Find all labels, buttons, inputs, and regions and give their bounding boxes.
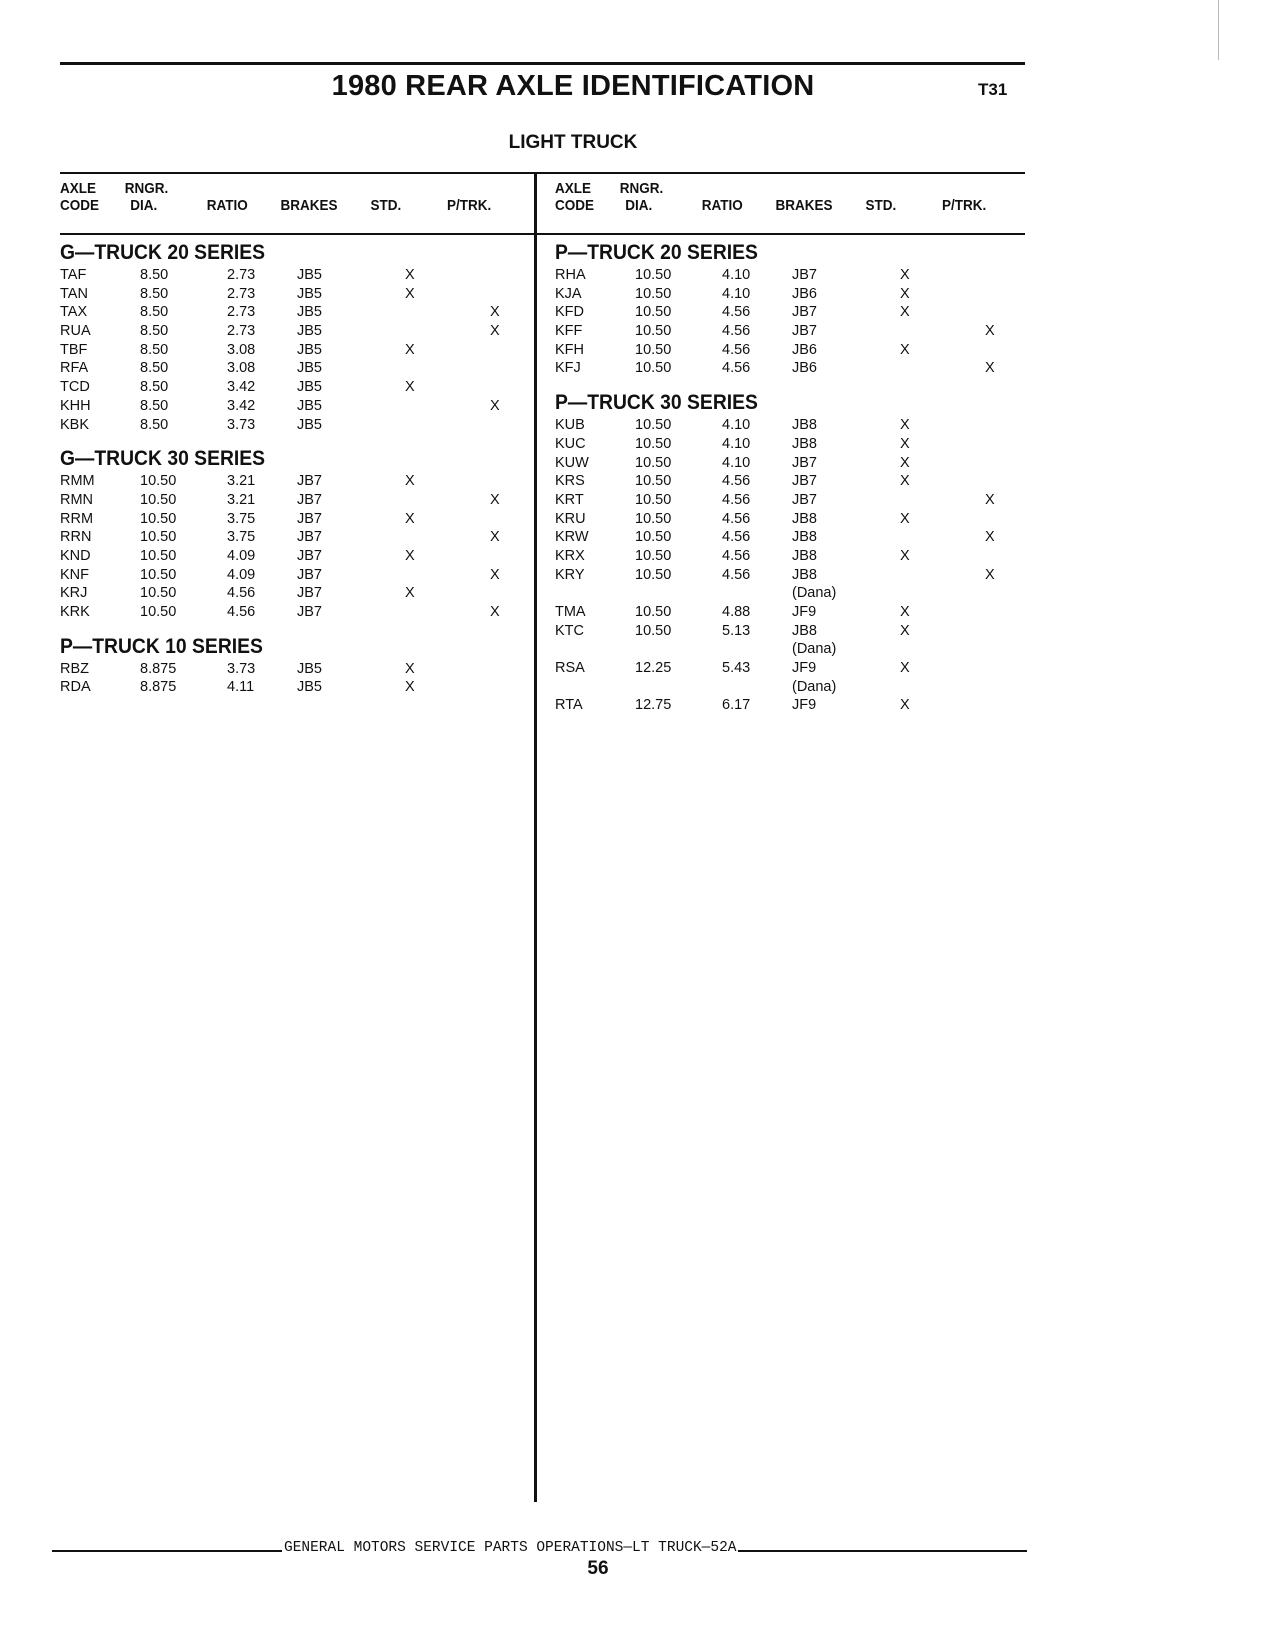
posi-trak-cell: X <box>490 397 500 414</box>
std-cell: X <box>405 679 415 696</box>
ring-gear-dia-cell: 10.50 <box>140 604 177 620</box>
axle-code-cell: KRU <box>555 510 586 527</box>
series-section <box>555 390 1025 715</box>
ring-gear-dia-cell: 8.50 <box>140 323 169 340</box>
table-row <box>555 603 1025 622</box>
ring-gear-dia-cell: 8.875 <box>140 679 177 696</box>
table-row <box>60 397 530 416</box>
ring-gear-dia-cell: 10.50 <box>140 566 177 583</box>
brakes-cell: JB8 <box>792 510 817 527</box>
column-header <box>60 180 492 228</box>
ratio-cell: 3.75 <box>227 510 256 527</box>
ratio-cell: 3.08 <box>227 360 256 377</box>
header-ratio: RATIO <box>206 197 248 214</box>
header-code: CODE <box>555 197 595 214</box>
column-header <box>555 180 987 228</box>
ring-gear-dia-cell: 12.75 <box>635 697 672 714</box>
axle-code-cell: TAN <box>60 285 88 302</box>
ring-gear-dia-cell: 10.50 <box>635 604 672 620</box>
ring-gear-dia-cell: 10.50 <box>635 435 672 452</box>
brakes-cell: JB7 <box>297 491 322 508</box>
ratio-cell: 2.73 <box>227 267 256 283</box>
std-cell: X <box>900 547 910 564</box>
ring-gear-dia-cell: 8.50 <box>140 304 169 321</box>
table-row <box>555 341 1025 360</box>
brakes-cell: JB7 <box>792 454 817 471</box>
ring-gear-dia-cell: 10.50 <box>635 473 672 490</box>
table-row <box>555 322 1025 341</box>
table-row <box>555 696 1025 715</box>
std-cell: X <box>900 473 910 490</box>
axle-code-cell: TBF <box>60 341 88 358</box>
header-rngr: RNGR. <box>124 180 169 197</box>
ring-gear-dia-cell: 10.50 <box>635 360 672 377</box>
ratio-cell: 3.21 <box>227 491 256 508</box>
brakes-cell: JB5 <box>297 323 322 340</box>
axle-code-cell: KUW <box>555 454 589 471</box>
brakes-cell: JB5 <box>297 285 322 302</box>
ring-gear-dia-cell: 8.50 <box>140 379 169 396</box>
std-cell: X <box>900 622 910 639</box>
axle-code-cell: KHH <box>60 397 91 414</box>
ratio-cell: 4.56 <box>722 323 751 340</box>
brakes-cell: JF9 <box>792 697 817 714</box>
footer <box>52 1540 1027 1560</box>
ring-gear-dia-cell: 8.50 <box>140 341 169 358</box>
brakes-note: (Dana) <box>792 678 837 695</box>
brakes-cell: JB5 <box>297 341 322 358</box>
axle-code-cell: RRM <box>60 510 94 527</box>
axle-code-cell: KRT <box>555 491 584 508</box>
brakes-cell: JB7 <box>792 473 817 490</box>
brakes-cell: JB5 <box>297 379 322 396</box>
left-column <box>60 180 530 697</box>
brakes-cell: JF9 <box>792 660 817 677</box>
header-rngr: RNGR. <box>619 180 664 197</box>
brakes-cell: JB8 <box>792 435 817 452</box>
ratio-cell: 4.10 <box>722 454 751 471</box>
posi-trak-cell: X <box>985 566 995 583</box>
ring-gear-dia-cell: 10.50 <box>635 566 672 583</box>
ring-gear-dia-cell: 10.50 <box>140 473 177 490</box>
brakes-note: (Dana) <box>792 641 837 658</box>
page-title: 1980 REAR AXLE IDENTIFICATION <box>331 70 815 102</box>
table-row <box>555 359 1025 378</box>
ratio-cell: 3.73 <box>227 416 256 433</box>
ring-gear-dia-cell: 8.50 <box>140 267 169 283</box>
ratio-cell: 4.56 <box>722 529 751 546</box>
std-cell: X <box>405 547 415 564</box>
header-ptrk: P/TRK. <box>942 197 987 214</box>
ring-gear-dia-cell: 10.50 <box>635 304 672 321</box>
ratio-cell: 4.11 <box>227 679 255 696</box>
std-cell: X <box>900 304 910 321</box>
table-row <box>555 491 1025 510</box>
std-cell: X <box>900 510 910 527</box>
brakes-cell: JB7 <box>297 585 322 602</box>
footer-text: GENERAL MOTORS SERVICE PARTS OPERATIONS—LT TRUCK—52A <box>284 1540 737 1556</box>
axle-code-cell: KND <box>60 547 91 564</box>
std-cell: X <box>900 417 910 434</box>
ratio-cell: 3.42 <box>227 397 256 414</box>
brakes-cell: JB8 <box>792 622 817 639</box>
page-subtitle: LIGHT TRUCK <box>508 132 638 153</box>
header-brakes: BRAKES <box>775 197 833 214</box>
table-row <box>555 547 1025 566</box>
std-cell: X <box>405 285 415 302</box>
brakes-cell: JB5 <box>297 304 322 321</box>
table-row <box>60 547 530 566</box>
posi-trak-cell: X <box>985 323 995 340</box>
ring-gear-dia-cell: 10.50 <box>635 510 672 527</box>
std-cell: X <box>900 660 910 677</box>
ratio-cell: 2.73 <box>227 285 256 302</box>
table-row <box>60 528 530 547</box>
top-rule <box>60 62 1025 65</box>
axle-code-cell: KUB <box>555 417 585 434</box>
brakes-cell: JB5 <box>297 360 322 377</box>
ratio-cell: 4.10 <box>722 435 751 452</box>
brakes-cell: JB7 <box>297 604 322 620</box>
brakes-cell: JB6 <box>792 360 817 377</box>
ring-gear-dia-cell: 12.25 <box>635 660 672 677</box>
ratio-cell: 4.56 <box>722 473 751 490</box>
table-row <box>555 285 1025 304</box>
ratio-cell: 3.21 <box>227 473 256 490</box>
table-row <box>555 528 1025 547</box>
axle-code-cell: KRX <box>555 547 585 564</box>
axle-code-cell: KRS <box>555 473 585 490</box>
std-cell: X <box>900 604 910 620</box>
ring-gear-dia-cell: 8.50 <box>140 285 169 302</box>
brakes-cell: JB5 <box>297 660 322 677</box>
table-row <box>60 322 530 341</box>
header-dia: DIA. <box>130 197 158 214</box>
std-cell: X <box>405 473 415 490</box>
header-std: STD. <box>370 197 402 214</box>
axle-code-cell: RHA <box>555 267 586 283</box>
axle-code-cell: RTA <box>555 697 583 714</box>
ratio-cell: 4.56 <box>722 304 751 321</box>
axle-code-cell: KFF <box>555 323 583 340</box>
ratio-cell: 4.09 <box>227 566 256 583</box>
table-row <box>60 303 530 322</box>
ratio-cell: 4.88 <box>722 604 751 620</box>
table-row <box>555 622 1025 641</box>
brakes-cell: JB8 <box>792 547 817 564</box>
axle-code-cell: KTC <box>555 622 584 639</box>
brakes-cell: JB7 <box>297 566 322 583</box>
posi-trak-cell: X <box>985 491 995 508</box>
std-cell: X <box>900 267 910 283</box>
table-row <box>60 603 530 622</box>
brakes-cell: JB7 <box>297 510 322 527</box>
table-row <box>60 510 530 529</box>
axle-code-cell: RUA <box>60 323 91 340</box>
axle-code-cell: TCD <box>60 379 90 396</box>
table-row <box>60 341 530 360</box>
posi-trak-cell: X <box>490 566 500 583</box>
column-divider <box>534 172 537 1502</box>
series-title: G—TRUCK 30 SERIES <box>60 447 266 471</box>
std-cell: X <box>900 435 910 452</box>
posi-trak-cell: X <box>490 491 500 508</box>
posi-trak-cell: X <box>985 529 995 546</box>
row-note <box>555 584 1025 603</box>
posi-trak-cell: X <box>490 604 500 620</box>
table-row <box>60 491 530 510</box>
row-note <box>555 678 1025 697</box>
header-dia: DIA. <box>625 197 653 214</box>
std-cell: X <box>900 697 910 714</box>
table-row <box>60 266 530 285</box>
header-brakes: BRAKES <box>280 197 338 214</box>
axle-code-cell: KJA <box>555 285 582 302</box>
series-title: P—TRUCK 10 SERIES <box>60 634 263 658</box>
axle-code-cell: TAF <box>60 267 87 283</box>
ring-gear-dia-cell: 10.50 <box>635 341 672 358</box>
std-cell: X <box>405 660 415 677</box>
axle-code-cell: KBK <box>60 416 90 433</box>
brakes-cell: JB8 <box>792 566 817 583</box>
table-row <box>555 435 1025 454</box>
header-ratio: RATIO <box>701 197 743 214</box>
brakes-cell: JB5 <box>297 416 322 433</box>
ring-gear-dia-cell: 8.50 <box>140 360 169 377</box>
page-code: T31 <box>978 80 1008 99</box>
series-title: G—TRUCK 20 SERIES <box>60 241 266 264</box>
page-number: 56 <box>587 1558 609 1579</box>
table-top-rule <box>60 172 1025 174</box>
ratio-cell: 4.10 <box>722 267 751 283</box>
table-row <box>60 566 530 585</box>
brakes-cell: JB7 <box>792 304 817 321</box>
ratio-cell: 5.43 <box>722 660 751 677</box>
ratio-cell: 2.73 <box>227 323 256 340</box>
brakes-cell: JB7 <box>297 547 322 564</box>
axle-code-cell: RFA <box>60 360 89 377</box>
table-row <box>60 378 530 397</box>
table-row <box>60 678 530 697</box>
axle-code-cell: KRJ <box>60 585 88 602</box>
table-row <box>60 359 530 378</box>
table-row <box>555 303 1025 322</box>
brakes-cell: JB8 <box>792 417 817 434</box>
brakes-note: (Dana) <box>792 585 837 602</box>
axle-code-cell: KNF <box>60 566 89 583</box>
axle-code-cell: TAX <box>60 304 88 321</box>
header-code: CODE <box>60 197 100 214</box>
axle-code-cell: RBZ <box>60 660 89 677</box>
ratio-cell: 4.56 <box>227 585 256 602</box>
std-cell: X <box>900 285 910 302</box>
ring-gear-dia-cell: 10.50 <box>140 529 177 546</box>
std-cell: X <box>900 341 910 358</box>
header-axle: AXLE <box>555 180 592 197</box>
ring-gear-dia-cell: 8.50 <box>140 397 169 414</box>
ratio-cell: 3.75 <box>227 529 256 546</box>
posi-trak-cell: X <box>490 323 500 340</box>
axle-code-cell: KFJ <box>555 360 581 377</box>
std-cell: X <box>405 341 415 358</box>
brakes-cell: JB7 <box>792 323 817 340</box>
table-row <box>555 416 1025 435</box>
ratio-cell: 4.56 <box>722 491 751 508</box>
series-section <box>60 240 530 434</box>
table-row <box>555 454 1025 473</box>
ring-gear-dia-cell: 10.50 <box>635 417 672 434</box>
series-section <box>555 240 1025 378</box>
axle-code-cell: TMA <box>555 604 586 620</box>
brakes-cell: JB8 <box>792 529 817 546</box>
ratio-cell: 4.10 <box>722 285 751 302</box>
ratio-cell: 4.56 <box>722 510 751 527</box>
brakes-cell: JF9 <box>792 604 817 620</box>
ratio-cell: 5.13 <box>722 622 751 639</box>
std-cell: X <box>900 454 910 471</box>
table-row <box>60 584 530 603</box>
table-row <box>60 660 530 679</box>
ring-gear-dia-cell: 10.50 <box>140 547 177 564</box>
brakes-cell: JB7 <box>297 473 322 490</box>
header-axle: AXLE <box>60 180 97 197</box>
brakes-cell: JB6 <box>792 285 817 302</box>
row-note <box>555 640 1025 659</box>
table-row <box>555 266 1025 285</box>
table-row <box>60 472 530 491</box>
axle-code-cell: RMM <box>60 473 95 490</box>
table-row <box>555 566 1025 585</box>
axle-code-cell: KFD <box>555 304 584 321</box>
axle-code-cell: KUC <box>555 435 586 452</box>
series-title: P—TRUCK 30 SERIES <box>555 391 758 415</box>
ratio-cell: 4.56 <box>722 566 751 583</box>
ring-gear-dia-cell: 10.50 <box>635 267 672 283</box>
ring-gear-dia-cell: 8.50 <box>140 416 169 433</box>
table-row <box>555 510 1025 529</box>
ring-gear-dia-cell: 10.50 <box>635 622 672 639</box>
axle-code-cell: RMN <box>60 491 94 508</box>
right-column <box>555 180 1025 715</box>
axle-code-cell: RDA <box>60 679 91 696</box>
ratio-cell: 6.17 <box>722 697 751 714</box>
ring-gear-dia-cell: 8.875 <box>140 660 177 677</box>
ratio-cell: 4.56 <box>722 547 751 564</box>
brakes-cell: JB5 <box>297 679 322 696</box>
ring-gear-dia-cell: 10.50 <box>635 529 672 546</box>
std-cell: X <box>405 510 415 527</box>
posi-trak-cell: X <box>490 529 500 546</box>
ring-gear-dia-cell: 10.50 <box>635 491 672 508</box>
ring-gear-dia-cell: 10.50 <box>635 285 672 302</box>
table-row <box>60 416 530 435</box>
ratio-cell: 4.56 <box>227 604 256 620</box>
ring-gear-dia-cell: 10.50 <box>635 454 672 471</box>
header-ptrk: P/TRK. <box>447 197 492 214</box>
table-row <box>555 472 1025 491</box>
ring-gear-dia-cell: 10.50 <box>140 510 177 527</box>
axle-code-cell: KRW <box>555 529 589 546</box>
brakes-cell: JB7 <box>297 529 322 546</box>
ratio-cell: 3.42 <box>227 379 256 396</box>
posi-trak-cell: X <box>490 304 500 321</box>
brakes-cell: JB5 <box>297 397 322 414</box>
brakes-cell: JB6 <box>792 341 817 358</box>
table-row <box>60 285 530 304</box>
axle-code-cell: RRN <box>60 529 92 546</box>
std-cell: X <box>405 585 415 602</box>
std-cell: X <box>405 267 415 283</box>
ratio-cell: 4.56 <box>722 341 751 358</box>
brakes-cell: JB7 <box>792 267 817 283</box>
series-section <box>60 446 530 622</box>
ratio-cell: 4.56 <box>722 360 751 377</box>
ratio-cell: 2.73 <box>227 304 256 321</box>
brakes-cell: JB7 <box>792 491 817 508</box>
series-section <box>60 634 530 697</box>
ring-gear-dia-cell: 10.50 <box>140 585 177 602</box>
posi-trak-cell: X <box>985 360 995 377</box>
ratio-cell: 4.09 <box>227 547 256 564</box>
ratio-cell: 3.08 <box>227 341 256 358</box>
brakes-cell: JB5 <box>297 267 322 283</box>
axle-code-cell: KRK <box>60 604 90 620</box>
header-std: STD. <box>865 197 897 214</box>
std-cell: X <box>405 379 415 396</box>
table-row <box>555 659 1025 678</box>
scan-margin-mark <box>1218 0 1219 60</box>
ratio-cell: 4.10 <box>722 417 751 434</box>
axle-code-cell: KRY <box>555 566 585 583</box>
ring-gear-dia-cell: 10.50 <box>140 491 177 508</box>
ring-gear-dia-cell: 10.50 <box>635 547 672 564</box>
axle-code-cell: RSA <box>555 660 585 677</box>
axle-code-cell: KFH <box>555 341 584 358</box>
ratio-cell: 3.73 <box>227 660 256 677</box>
series-title: P—TRUCK 20 SERIES <box>555 241 758 264</box>
ring-gear-dia-cell: 10.50 <box>635 323 672 340</box>
